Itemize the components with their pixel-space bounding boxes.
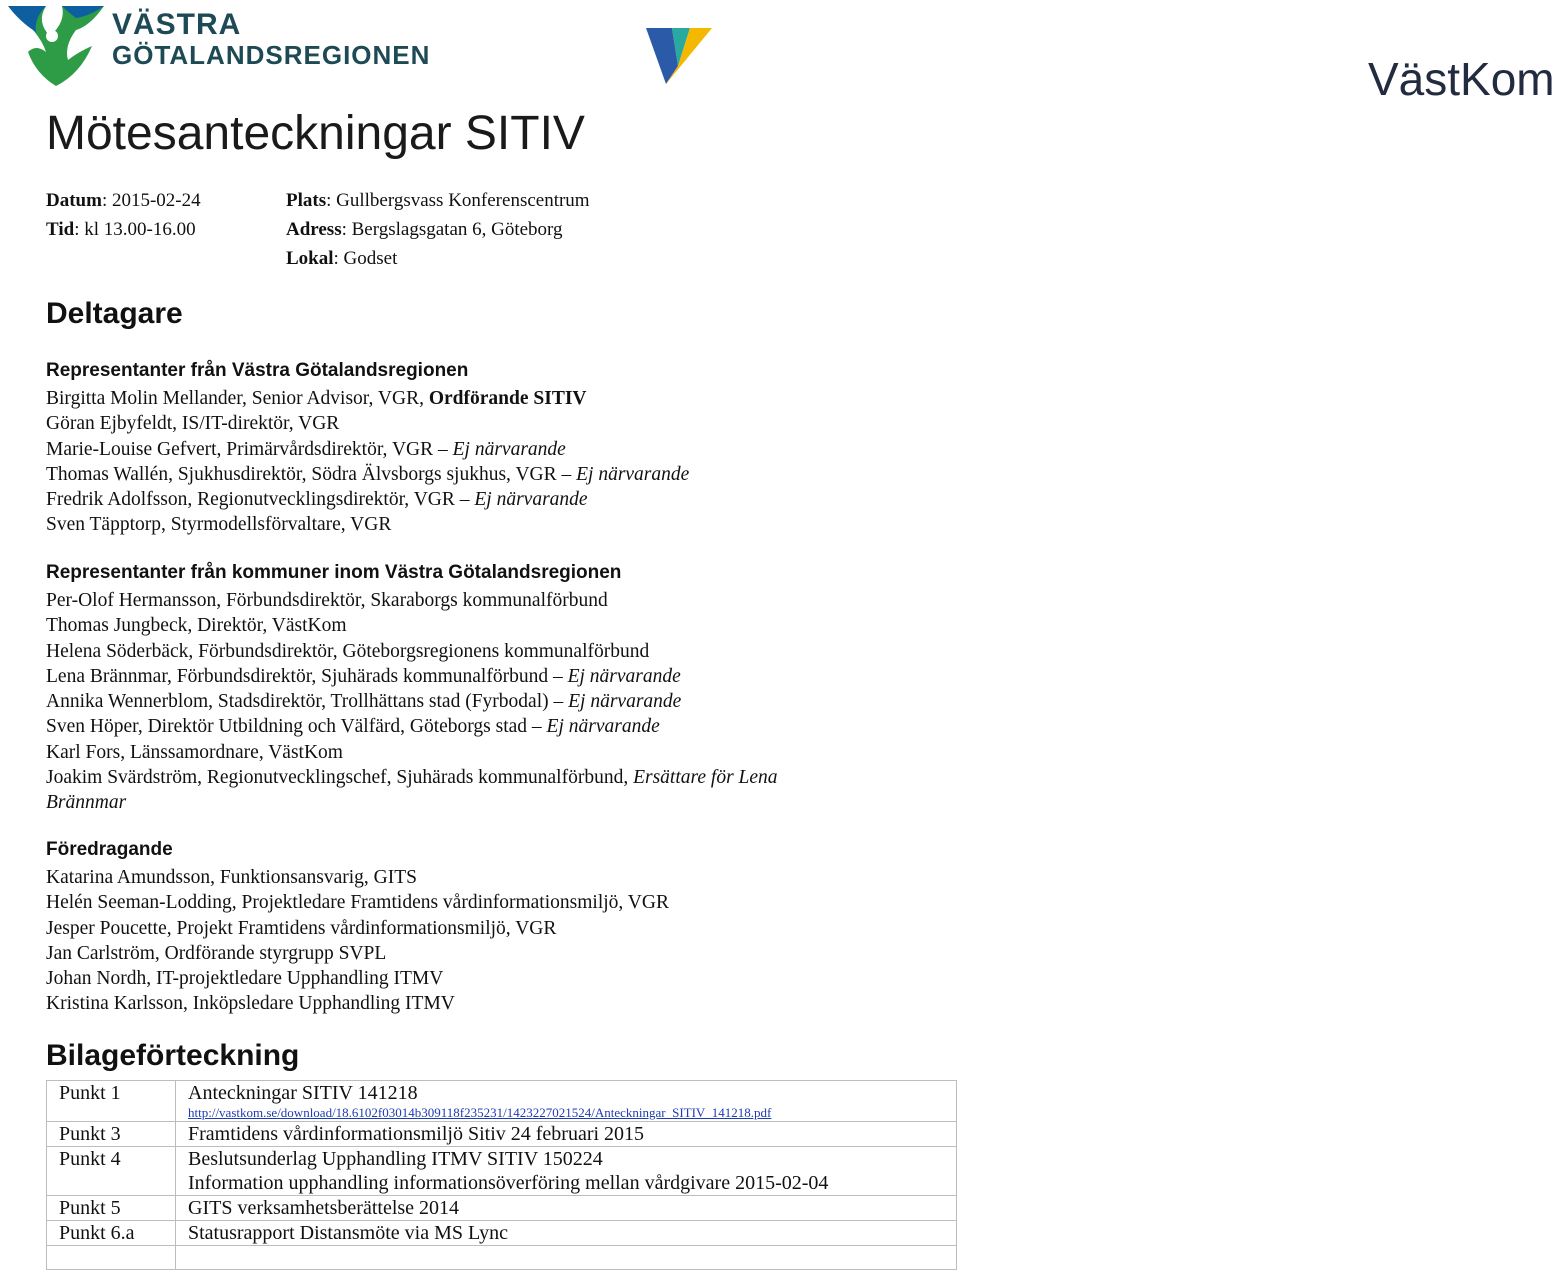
bilagor-table — [46, 1080, 957, 1270]
list-item: Marie-Louise Gefvert, Primärvårdsdirektör, VGR – Ej närvarande — [46, 438, 566, 460]
list-item: Helén Seeman-Lodding, Projektledare Framtidens vårdinformationsmiljö, VGR — [46, 892, 669, 914]
kommun-member-list — [46, 588, 778, 816]
deltagare-heading: Deltagare — [46, 297, 183, 330]
absent-note: Ej närvarande — [568, 691, 682, 713]
list-item: Sven Höper, Direktör Utbildning och Välfärd, Göteborgs stad – Ej närvarande — [46, 716, 660, 738]
tid-label: Tid — [46, 219, 75, 240]
bilaga-cell: Beslutsunderlag Upphandling ITMV SITIV 150224 Information upphandling informationsöverföring mellan vårdgivare 2015-02-04 — [176, 1147, 957, 1196]
vgr-logo-line2: GÖTALANDSREGIONEN — [112, 40, 431, 70]
list-item: Jesper Poucette, Projekt Framtidens vårdinformationsmiljö, VGR — [46, 917, 557, 939]
vgr-member-list — [46, 386, 689, 538]
vastkom-logo — [646, 26, 1555, 105]
list-item: Lena Brännmar, Förbundsdirektör, Sjuhärads kommunalförbund – Ej närvarande — [46, 665, 681, 687]
table-row — [47, 1246, 957, 1270]
page-title: Mötesanteckningar SITIV — [46, 107, 585, 160]
punkt-cell: Punkt 6.a — [47, 1221, 176, 1246]
list-item: Katarina Amundsson, Funktionsansvarig, GITS — [46, 867, 418, 888]
foredragande-list — [46, 865, 669, 1017]
list-item — [46, 790, 778, 815]
list-item: Johan Nordh, IT-projektledare Upphandling ITMV — [46, 968, 444, 990]
bilaga-cell: Statusrapport Distansmöte via MS Lync — [176, 1221, 957, 1246]
list-item: Thomas Jungbeck, Direktör, VästKom — [46, 615, 347, 637]
punkt-cell — [47, 1246, 176, 1270]
lokal-label: Lokal — [286, 248, 334, 269]
bilaga-cell: GITS verksamhetsberättelse 2014 — [176, 1196, 957, 1221]
datum-row — [46, 186, 201, 215]
absent-note: Ej närvarande — [567, 665, 681, 687]
table-row — [47, 1221, 957, 1246]
vgr-logo-line1: VÄSTRA — [112, 8, 242, 41]
list-item: Joakim Svärdström, Regionutvecklingschef, Sjuhärads kommunalförbund, Ersättare för Lena — [46, 767, 778, 789]
substitute-note: Ersättare för Lena — [633, 767, 778, 789]
datum-label: Datum — [46, 190, 102, 211]
punkt-cell: Punkt 3 — [47, 1122, 176, 1147]
list-item: Thomas Wallén, Sjukhusdirektör, Södra Älvsborgs sjukhus, VGR – Ej närvarande — [46, 463, 690, 485]
adress-label: Adress — [286, 219, 342, 240]
absent-note: Ej närvarande — [474, 489, 588, 511]
plats-row — [286, 186, 590, 215]
bilagor-heading: Bilageförteckning — [46, 1039, 300, 1072]
tid-value: : kl 13.00-16.00 — [74, 219, 196, 240]
punkt-cell: Punkt 1 — [47, 1081, 176, 1122]
bilaga-cell — [176, 1246, 957, 1270]
meta-right — [286, 186, 590, 273]
list-item: Fredrik Adolfsson, Regionutvecklingsdirektör, VGR – Ej närvarande — [46, 489, 588, 511]
kommun-section-heading: Representanter från kommuner inom Västra Götalandsregionen — [46, 562, 622, 583]
plats-label: Plats — [286, 190, 327, 211]
lokal-value: : Godset — [333, 248, 398, 269]
table-row — [47, 1196, 957, 1221]
vastkom-logo-text: VästKom — [1368, 53, 1555, 105]
table-row — [47, 1122, 957, 1147]
list-item: Jan Carlström, Ordförande styrgrupp SVPL — [46, 942, 387, 964]
meta-left — [46, 186, 201, 244]
vgr-section-heading: Representanter från Västra Götalandsregionen — [46, 360, 469, 381]
absent-note: Ej närvarande — [576, 463, 690, 485]
adress-row — [286, 215, 590, 244]
foredragande-heading: Föredragande — [46, 839, 173, 860]
punkt-cell: Punkt 5 — [47, 1196, 176, 1221]
punkt-cell: Punkt 4 — [47, 1147, 176, 1196]
lokal-row — [286, 244, 590, 273]
chair-badge: Ordförande SITIV — [428, 388, 587, 409]
list-item: Karl Fors, Länssamordnare, VästKom — [46, 741, 343, 763]
bilaga-cell: Framtidens vårdinformationsmiljö Sitiv 24 februari 2015 — [176, 1122, 957, 1147]
absent-note: Ej närvarande — [452, 438, 566, 460]
vgr-emblem-icon — [6, 2, 106, 88]
vgr-logo — [6, 2, 431, 88]
bilaga-cell: Anteckningar SITIV 141218 http://vastkom.se/download/18.6102f03014b309118f235231/1423227021524/Anteckningar_SITIV_141218.pdf — [176, 1081, 957, 1122]
list-item: Per-Olof Hermansson, Förbundsdirektör, Skaraborgs kommunalförbund — [46, 590, 608, 611]
list-item: Sven Täpptorp, Styrmodellsförvaltare, VGR — [46, 514, 392, 536]
list-item: Göran Ejbyfeldt, IS/IT-direktör, VGR — [46, 413, 340, 435]
vastkom-emblem-icon — [646, 26, 716, 86]
list-item: Helena Söderbäck, Förbundsdirektör, Göteborgsregionens kommunalförbund — [46, 640, 650, 662]
tid-row — [46, 215, 201, 244]
bilaga-link[interactable]: http://vastkom.se/download/18.6102f03014b309118f235231/1423227021524/Anteckningar_SITIV_141218.pdf — [188, 1105, 772, 1120]
list-item: Kristina Karlsson, Inköpsledare Upphandling ITMV — [46, 993, 455, 1015]
absent-note: Ej närvarande — [546, 716, 660, 738]
list-item: Birgitta Molin Mellander, Senior Advisor, VGR, Ordförande SITIV — [46, 388, 587, 409]
adress-value: : Bergslagsgatan 6, Göteborg — [341, 219, 563, 240]
table-row — [47, 1081, 957, 1122]
list-item: Annika Wennerblom, Stadsdirektör, Trollhättans stad (Fyrbodal) – Ej närvarande — [46, 691, 682, 713]
table-row — [47, 1147, 957, 1196]
substitute-note: Brännmar — [46, 792, 127, 814]
plats-value: : Gullbergsvass Konferenscentrum — [326, 190, 590, 211]
datum-value: : 2015-02-24 — [101, 190, 201, 211]
